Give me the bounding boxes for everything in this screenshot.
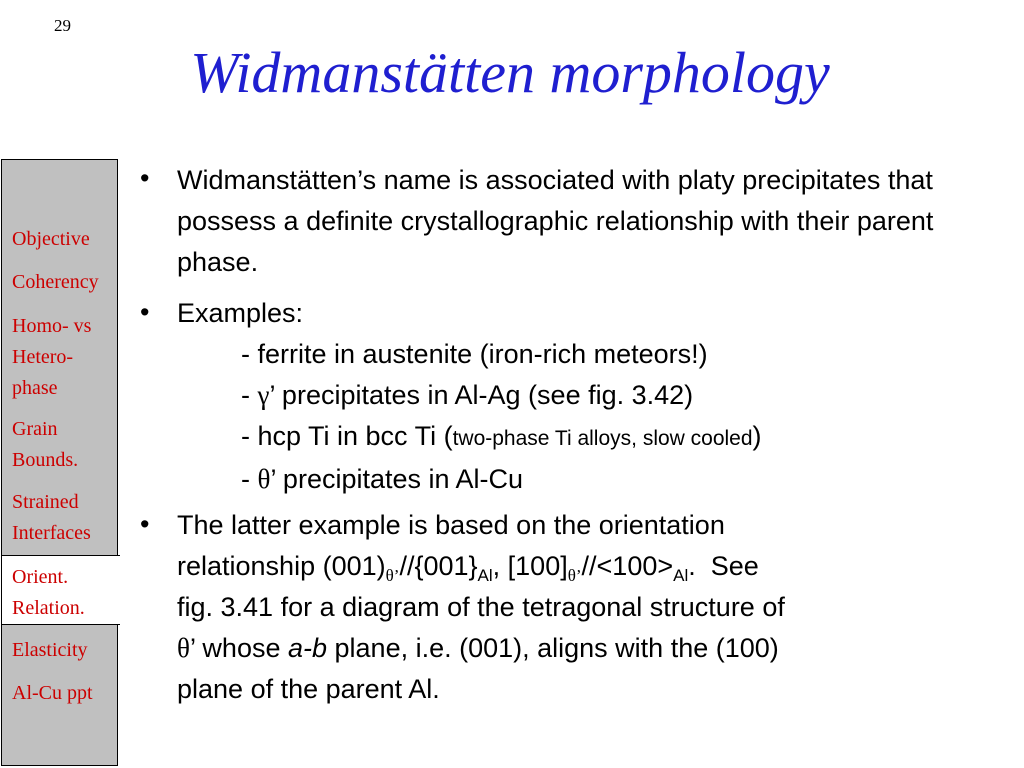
nav-item-objective[interactable]: Objective xyxy=(12,228,90,250)
nav-item-elasticity[interactable]: Elasticity xyxy=(12,639,88,661)
examples-label: Examples: xyxy=(177,298,304,328)
bullet-examples xyxy=(177,293,977,500)
nav-item-al-cu-ppt[interactable]: Al-Cu ppt xyxy=(12,682,93,704)
bullet-text-definition: Widmanstätten’s name is associated with platy precipitates that possess a definite crystallographic relationship with their parent phase. xyxy=(177,165,934,277)
slide-number: 29 xyxy=(54,16,71,35)
nav-item-strained-interfaces[interactable]: Strained Interfaces xyxy=(12,491,91,544)
bullet-marker: • xyxy=(140,297,150,327)
bullet-text-orientation: The latter example is based on the orientation relationship $(001)_{\theta’}//\{001\}_{Al}$, $[100]_{\theta’}//<100>_{Al}$. See fig. 3.41 for a diagram of the tetragonal structure of θ’ whose a-b plane, i.e. (001), aligns with the (100) plane of the parent Al. xyxy=(177,510,785,704)
nav-item-homo-vs-hetero-phase[interactable]: Homo- vs Hetero- phase xyxy=(12,315,92,399)
example-item: - ferrite in austenite (iron-rich meteors!) xyxy=(241,339,708,369)
slide-title: Widmanstätten morphology xyxy=(190,40,830,105)
nav-item-orient-relation[interactable]: Orient. Relation. xyxy=(12,566,85,619)
nav-item-coherency[interactable]: Coherency xyxy=(12,271,99,293)
example-item: - γ’ precipitates in Al-Ag (see fig. 3.42) xyxy=(241,380,694,410)
bullet-marker: • xyxy=(140,163,150,193)
bullet-marker: • xyxy=(140,509,150,539)
nav-item-grain-bounds[interactable]: Grain Bounds. xyxy=(12,418,79,471)
example-item: - hcp Ti in bcc Ti (two-phase Ti alloys, slow cooled) xyxy=(241,421,762,451)
sidebar-nav xyxy=(1,159,118,766)
example-item: - θ’ precipitates in Al-Cu xyxy=(241,464,524,494)
